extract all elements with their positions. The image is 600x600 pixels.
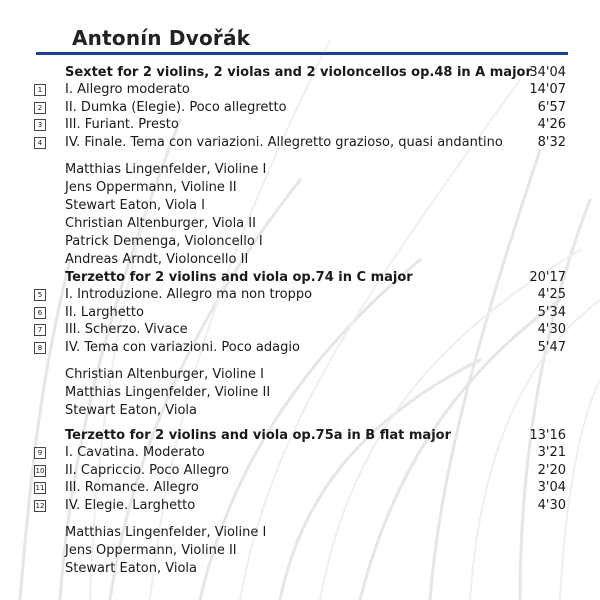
track-number-box: 1 <box>34 84 46 96</box>
performer-credit: Stewart Eaton, Viola I <box>65 198 205 213</box>
track-duration: 4'25 <box>537 287 566 302</box>
track-duration: 8'32 <box>537 134 566 150</box>
performer-credit: Matthias Lingenfelder, Violine I <box>65 162 267 177</box>
track-title: II. Capriccio. Poco Allegro <box>65 462 230 478</box>
performer-credit: Jens Oppermann, Violine II <box>65 543 237 558</box>
performer-credit: Christian Altenburger, Viola II <box>65 216 256 231</box>
track-row <box>0 82 600 99</box>
track-duration: 4'26 <box>537 117 566 132</box>
track-title: I. Introduzione. Allegro ma non troppo <box>65 287 313 302</box>
track-number-box: 8 <box>34 342 46 354</box>
track-title: IV. Finale. Tema con variazioni. Allegretto grazioso, quasi andantino <box>65 134 503 150</box>
track-title: I. Cavatina. Moderato <box>65 445 205 460</box>
track-number-box: 4 <box>34 137 46 149</box>
track-duration: 6'57 <box>537 99 566 115</box>
track-number-box: 5 <box>34 289 46 301</box>
track-number-box: 3 <box>34 119 46 131</box>
track-duration: 3'21 <box>537 445 566 460</box>
track-duration: 2'20 <box>537 462 566 478</box>
track-number-box: 10 <box>35 466 45 475</box>
performer-credit: Patrick Demenga, Violoncello I <box>65 234 263 249</box>
track-row <box>0 480 600 497</box>
track-duration: 4'30 <box>537 322 566 337</box>
track-row <box>0 445 600 462</box>
track-duration: 14'07 <box>529 82 566 97</box>
track-number-box: 7 <box>34 324 46 336</box>
composer-name: Antonín Dvořák <box>72 26 251 50</box>
track-duration: 5'47 <box>537 339 566 355</box>
performer-credit: Matthias Lingenfelder, Violine I <box>65 525 267 540</box>
track-title: IV. Elegie. Larghetto <box>65 497 196 513</box>
track-title: II. Larghetto <box>65 304 144 320</box>
track-row <box>0 287 600 304</box>
track-row <box>0 305 600 322</box>
track-number-box: 9 <box>34 447 46 459</box>
track-row <box>0 135 600 152</box>
track-title: II. Dumka (Elegie). Poco allegretto <box>65 99 287 115</box>
performer-credit: Christian Altenburger, Violine I <box>65 367 264 382</box>
track-row <box>0 498 600 515</box>
work-total-duration: 13'16 <box>529 428 566 443</box>
track-title: IV. Tema con variazioni. Poco adagio <box>65 339 300 355</box>
track-title: III. Romance. Allegro <box>65 480 199 495</box>
performer-credit: Stewart Eaton, Viola <box>65 403 198 418</box>
work-title: Terzetto for 2 violins and viola op.74 in C major <box>65 270 413 285</box>
track-row <box>0 117 600 134</box>
track-number-box: 12 <box>35 501 45 510</box>
track-row <box>0 322 600 339</box>
track-number-box: 2 <box>34 102 46 114</box>
track-duration: 3'04 <box>537 480 566 495</box>
track-title: III. Scherzo. Vivace <box>65 322 188 337</box>
work-total-duration: 34'04 <box>529 65 566 80</box>
performer-credit: Stewart Eaton, Viola <box>65 561 198 576</box>
performer-credit: Andreas Arndt, Violoncello II <box>65 252 249 267</box>
performer-credit: Matthias Lingenfelder, Violine II <box>65 385 271 400</box>
track-title: I. Allegro moderato <box>65 82 190 97</box>
work-title: Sextet for 2 violins, 2 violas and 2 violoncellos op.48 in A major <box>65 65 532 80</box>
title-rule <box>36 52 568 55</box>
track-row <box>0 100 600 117</box>
work-title: Terzetto for 2 violins and viola op.75a in B flat major <box>65 428 452 443</box>
track-duration: 5'34 <box>537 304 566 320</box>
track-duration: 4'30 <box>537 497 566 513</box>
track-number-box: 6 <box>34 307 46 319</box>
track-number-box: 11 <box>35 484 45 492</box>
track-title: III. Furiant. Presto <box>65 117 179 132</box>
work-total-duration: 20'17 <box>529 270 566 285</box>
performer-credit: Jens Oppermann, Violine II <box>65 180 237 195</box>
track-row <box>0 463 600 480</box>
track-row <box>0 340 600 357</box>
